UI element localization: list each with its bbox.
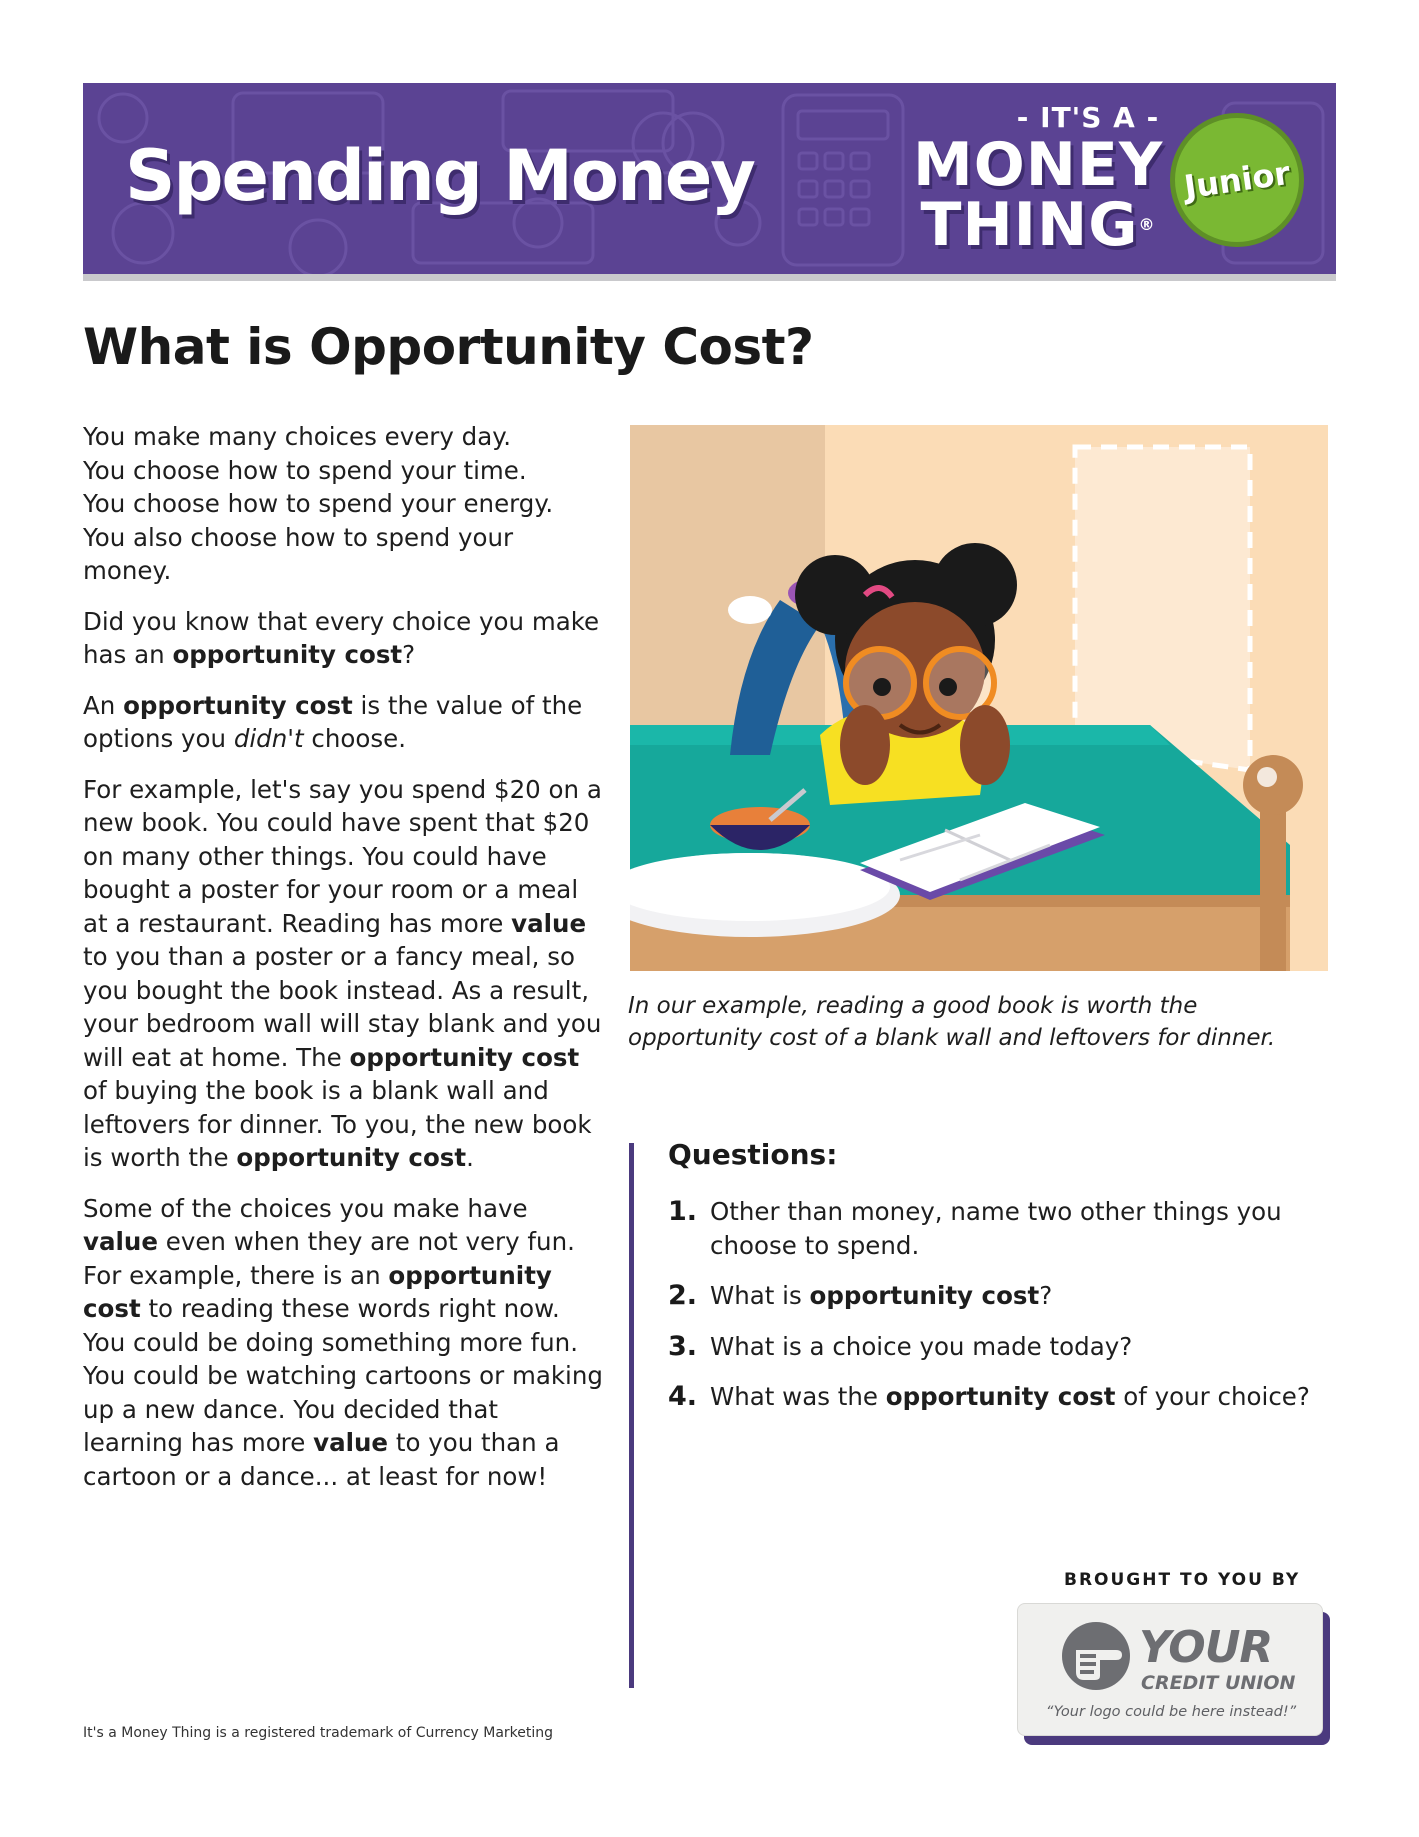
- pointing-hand-icon: [1060, 1620, 1132, 1692]
- intro-line: You choose how to spend your time.: [83, 455, 527, 485]
- junior-badge: [1170, 113, 1304, 247]
- text-run: of your choice?: [1115, 1382, 1310, 1411]
- text-run: choose.: [303, 724, 406, 753]
- text-run: An: [83, 690, 124, 720]
- question-number: 1.: [668, 1196, 698, 1227]
- question-paragraph: [83, 605, 603, 672]
- italic-term: didn't: [233, 724, 304, 753]
- bold-term: opportunity cost: [349, 1042, 580, 1072]
- question-number: 3.: [668, 1330, 698, 1362]
- intro-line: You choose how to spend your energy.: [83, 489, 554, 518]
- trademark-footer: It's a Money Thing is a registered trademark of Currency Marketing: [83, 1725, 554, 1741]
- bold-term: opportunity cost: [809, 1281, 1040, 1310]
- text-run: of buying the book is a blank wall and leftovers for dinner. To you, the new book is worth the: [83, 1076, 592, 1172]
- brand-money: MONEY: [913, 130, 1164, 200]
- question-text: [710, 1330, 1132, 1364]
- questions-list: [668, 1195, 1318, 1431]
- text-run: For example, let's say you spend $20 on a new book. You could have spent that $20 on many other things. You could have bought a poster for your room or a meal at a restaurant. Reading has more: [83, 774, 602, 938]
- question-item: [668, 1279, 1318, 1313]
- text-run: is the value of the options you: [83, 690, 583, 753]
- header-banner: [83, 83, 1336, 280]
- brand-thing: [913, 190, 1163, 260]
- bold-term: opportunity cost: [83, 1260, 552, 1323]
- bold-term: opportunity cost: [172, 640, 403, 669]
- brand-its-a: - IT'S A -: [1016, 101, 1160, 134]
- bold-term: opportunity cost: [236, 1143, 467, 1172]
- questions-divider: [629, 1143, 634, 1688]
- junior-label: Junior: [1181, 153, 1293, 207]
- question-item: [668, 1380, 1318, 1414]
- sponsor-your: YOUR: [1139, 1622, 1273, 1673]
- sponsor-tagline: “Your logo could be here instead!”: [1045, 1704, 1297, 1720]
- value-paragraph: [83, 1192, 603, 1494]
- question-text: [710, 1380, 1310, 1414]
- text-run: even when they are not very fun. For example, there is an: [83, 1227, 575, 1290]
- girl-reading-illustration: [630, 425, 1328, 971]
- page-title: What is Opportunity Cost?: [83, 318, 814, 376]
- body-text: [83, 420, 603, 1510]
- text-run: to reading these words right now. You could be doing something more fun. You could be watching cartoons or making up a new dance. You decided that learning has more: [83, 1294, 603, 1457]
- intro-paragraph: [83, 420, 603, 588]
- example-paragraph: [83, 773, 603, 1175]
- definition-paragraph: [83, 689, 603, 756]
- text-run: ?: [1039, 1281, 1053, 1310]
- question-item: [668, 1195, 1318, 1262]
- sponsor-logo-box: [1017, 1603, 1323, 1736]
- text-run: to you than a poster or a fancy meal, so you bought the book instead. As a result, your bedroom wall will stay blank and you will eat at home. The: [83, 942, 602, 1072]
- bold-term: value: [313, 1428, 389, 1457]
- text-run: What is a choice you made today?: [710, 1331, 1133, 1361]
- text-run: ?: [402, 640, 416, 669]
- text-run: .: [466, 1143, 474, 1172]
- text-run: Other than money, name two other things you choose to spend.: [710, 1197, 1282, 1260]
- banner-underline: [83, 274, 1336, 281]
- brought-to-you-by: BROUGHT TO YOU BY: [1064, 1570, 1301, 1590]
- text-run: to you than a cartoon or a dance... at least for now!: [83, 1428, 560, 1491]
- illustration-caption: In our example, reading a good book is worth the opportunity cost of a blank wall and leftovers for dinner.: [628, 993, 1276, 1051]
- question-text: [710, 1195, 1318, 1262]
- question-number: 4.: [668, 1381, 698, 1412]
- text-run: What was the: [710, 1382, 886, 1411]
- text-run: Did you know that every choice you make has an: [83, 606, 600, 669]
- question-text: [710, 1279, 1052, 1313]
- registered-mark: ®: [1138, 215, 1156, 234]
- bold-term: opportunity cost: [885, 1382, 1116, 1411]
- banner-title: Spending Money: [125, 135, 754, 217]
- question-number: 2.: [668, 1280, 698, 1311]
- intro-line: You also choose how to spend your money.: [83, 522, 514, 585]
- bold-term: value: [83, 1227, 158, 1256]
- sponsor-credit-union: CREDIT UNION: [1141, 1672, 1296, 1694]
- questions-title: Questions:: [668, 1138, 838, 1171]
- text-run: Some of the choices you make have: [83, 1193, 528, 1223]
- bold-term: value: [511, 908, 587, 938]
- brand-thing-text: THING: [920, 190, 1139, 260]
- bold-term: opportunity cost: [123, 690, 353, 720]
- text-run: What is: [710, 1281, 810, 1310]
- intro-line: You make many choices every day.: [83, 422, 512, 451]
- question-item: [668, 1330, 1318, 1364]
